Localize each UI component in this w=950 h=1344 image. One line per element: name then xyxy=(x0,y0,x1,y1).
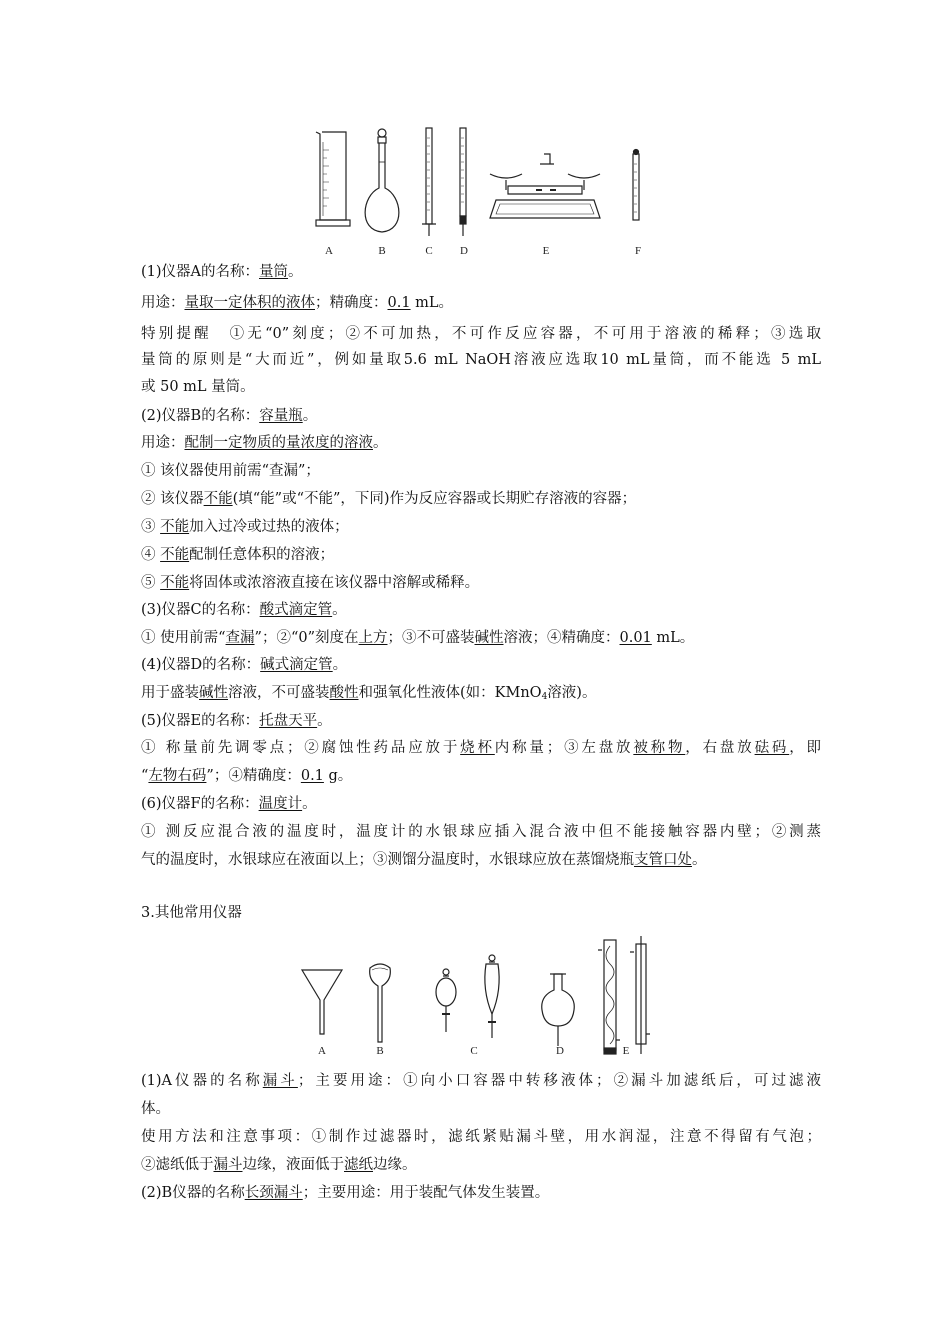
item3-title: (3)仪器C的名称：酸式滴定管。 xyxy=(141,602,347,618)
answer-blank: 不能 xyxy=(160,575,190,591)
figure2-label-b: B xyxy=(376,1045,384,1057)
instrument-drawing-2 xyxy=(296,930,666,1065)
graduated-cylinder-icon xyxy=(316,132,350,226)
answer-blank: 支管口处 xyxy=(634,852,692,868)
answer-blank: 不能 xyxy=(160,547,190,563)
answer-blank: 碱式滴定管 xyxy=(260,657,333,673)
instrument-figure-2 xyxy=(296,930,666,1065)
acid-burette-icon xyxy=(422,128,436,236)
item2-point1: ① 该仪器使用前需“查漏”； xyxy=(141,463,320,479)
answer-blank: 酸性 xyxy=(329,685,359,701)
answer-blank: 砝码 xyxy=(754,740,790,756)
item2-point2: ② 该仪器不能(填“能”或“不能”，下同)作为反应容器或长期贮存溶液的容器； xyxy=(141,491,637,507)
answer-blank: 碱性 xyxy=(199,685,228,701)
platform-balance-icon xyxy=(490,154,600,218)
item2-point3: ③ 不能加入过冷或过热的液体； xyxy=(141,519,349,535)
item6-points-line1: ① 测反应混合液的温度时，温度计的水银球应插入混合液中但不能接触容器内壁；②测蒸 xyxy=(141,824,821,840)
answer-blank: 量筒 xyxy=(259,264,289,280)
item5-points-line1: ① 称量前先调零点；②腐蚀性药品应放于烧杯内称量；③左盘放被称物，右盘放砝码，即 xyxy=(141,740,822,756)
item1-title: (1)仪器A的名称：量筒。 xyxy=(141,264,303,280)
item5-points-line2: “左物右码”；④精确度：0.1 g。 xyxy=(141,768,353,784)
funnel-line2: 体。 xyxy=(141,1101,170,1117)
answer-blank: 烧杯 xyxy=(460,740,495,756)
condenser-icon xyxy=(598,936,650,1054)
answer-blank: 滤纸 xyxy=(344,1157,373,1173)
item6-title: (6)仪器F的名称：温度计。 xyxy=(141,796,317,812)
answer-blank: 容量瓶 xyxy=(259,408,303,424)
answer-blank: 漏斗 xyxy=(262,1073,298,1089)
long-neck-funnel-icon xyxy=(370,964,391,1042)
item1-note-line2: 量筒的原则是“大而近”，例如量取5.6 mL NaOH溶液应选取10 mL量筒，而不能选 5 mL xyxy=(141,352,821,368)
funnel-line1: (1)A仪器的名称漏斗；主要用途：①向小口容器中转移液体；②漏斗加滤纸后，可过滤液 xyxy=(141,1073,822,1089)
separatory-funnel-icon xyxy=(436,955,499,1038)
thermometer-icon xyxy=(633,150,639,221)
item6-points-line2: 气的温度时，水银球应在液面以上；③测馏分温度时，水银球应放在蒸馏烧瓶支管口处。 xyxy=(141,852,707,868)
item2-title: (2)仪器B的名称：容量瓶。 xyxy=(141,408,318,424)
instrument-drawing-1 xyxy=(300,120,660,260)
figure1-label-c: C xyxy=(425,245,433,257)
answer-blank: 0.1 xyxy=(387,295,411,311)
item1-usage: 用途：量取一定体积的液体；精确度：0.1 mL。 xyxy=(141,295,454,311)
item2-point5: ⑤ 不能将固体或浓溶液直接在该仪器中溶解或稀释。 xyxy=(141,575,480,591)
funnel-icon xyxy=(302,970,342,1034)
figure1-label-a: A xyxy=(325,245,333,257)
instrument-figure-1 xyxy=(300,120,660,260)
distilling-flask-icon xyxy=(542,974,575,1046)
funnel-line4: ②滤纸低于漏斗边缘，液面低于滤纸边缘。 xyxy=(141,1157,417,1173)
section-heading: 3.其他常用仪器 xyxy=(141,905,242,921)
figure2-label-e: E xyxy=(622,1045,630,1057)
item2-usage: 用途：配制一定物质的量浓度的溶液。 xyxy=(141,435,388,451)
answer-blank: 长颈漏斗 xyxy=(244,1185,303,1201)
long-neck-funnel-line: (2)B仪器的名称长颈漏斗；主要用途：用于装配气体发生装置。 xyxy=(141,1185,550,1201)
base-burette-icon xyxy=(460,128,466,236)
answer-blank: 查漏 xyxy=(225,630,255,646)
answer-blank: 配制一定物质的量浓度的溶液 xyxy=(184,435,373,451)
figure1-label-b: B xyxy=(378,245,386,257)
volumetric-flask-icon xyxy=(365,129,399,232)
answer-blank: 被称物 xyxy=(633,740,686,756)
answer-blank: 不能 xyxy=(160,519,190,535)
answer-blank: 托盘天平 xyxy=(259,713,318,729)
item5-title: (5)仪器E的名称：托盘天平。 xyxy=(141,713,332,729)
answer-blank: 0.1 xyxy=(300,768,324,784)
answer-blank: 碱性 xyxy=(474,630,504,646)
answer-blank: 酸式滴定管 xyxy=(259,602,333,618)
figure2-label-c: C xyxy=(470,1045,478,1057)
figure1-label-d: D xyxy=(460,245,468,257)
item4-usage: 用于盛装碱性溶液，不可盛装酸性和强氧化性液体(如：KMnO$_4$溶液)。 xyxy=(141,685,597,702)
figure2-label-a: A xyxy=(318,1045,326,1057)
item3-points: ① 使用前需“查漏”；②“0”刻度在上方；③不可盛装碱性溶液；④精确度：0.01 mL。 xyxy=(141,630,695,646)
figure2-label-d: D xyxy=(556,1045,564,1057)
figure1-label-f: F xyxy=(634,245,642,257)
answer-blank: 不能 xyxy=(203,491,233,507)
answer-blank: 温度计 xyxy=(258,796,303,812)
answer-blank: 漏斗 xyxy=(213,1157,243,1173)
item4-title: (4)仪器D的名称：碱式滴定管。 xyxy=(141,657,348,673)
funnel-line3: 使用方法和注意事项：①制作过滤器时，滤纸紧贴漏斗壁，用水润湿，注意不得留有气泡； xyxy=(141,1129,821,1145)
answer-blank: 上方 xyxy=(358,630,388,646)
figure1-label-e: E xyxy=(542,245,550,257)
answer-blank: 左物右码 xyxy=(148,768,207,784)
item1-note-line1: 特别提醒 ①无“0”刻度；②不可加热，不可作反应容器，不可用于溶液的稀释；③选取 xyxy=(141,326,821,342)
item1-note-line3: 或 50 mL 量筒。 xyxy=(141,379,255,395)
item2-point4: ④ 不能配制任意体积的溶液； xyxy=(141,547,335,563)
answer-blank: 0.01 xyxy=(619,630,652,646)
answer-blank: 量取一定体积的液体 xyxy=(184,295,315,311)
